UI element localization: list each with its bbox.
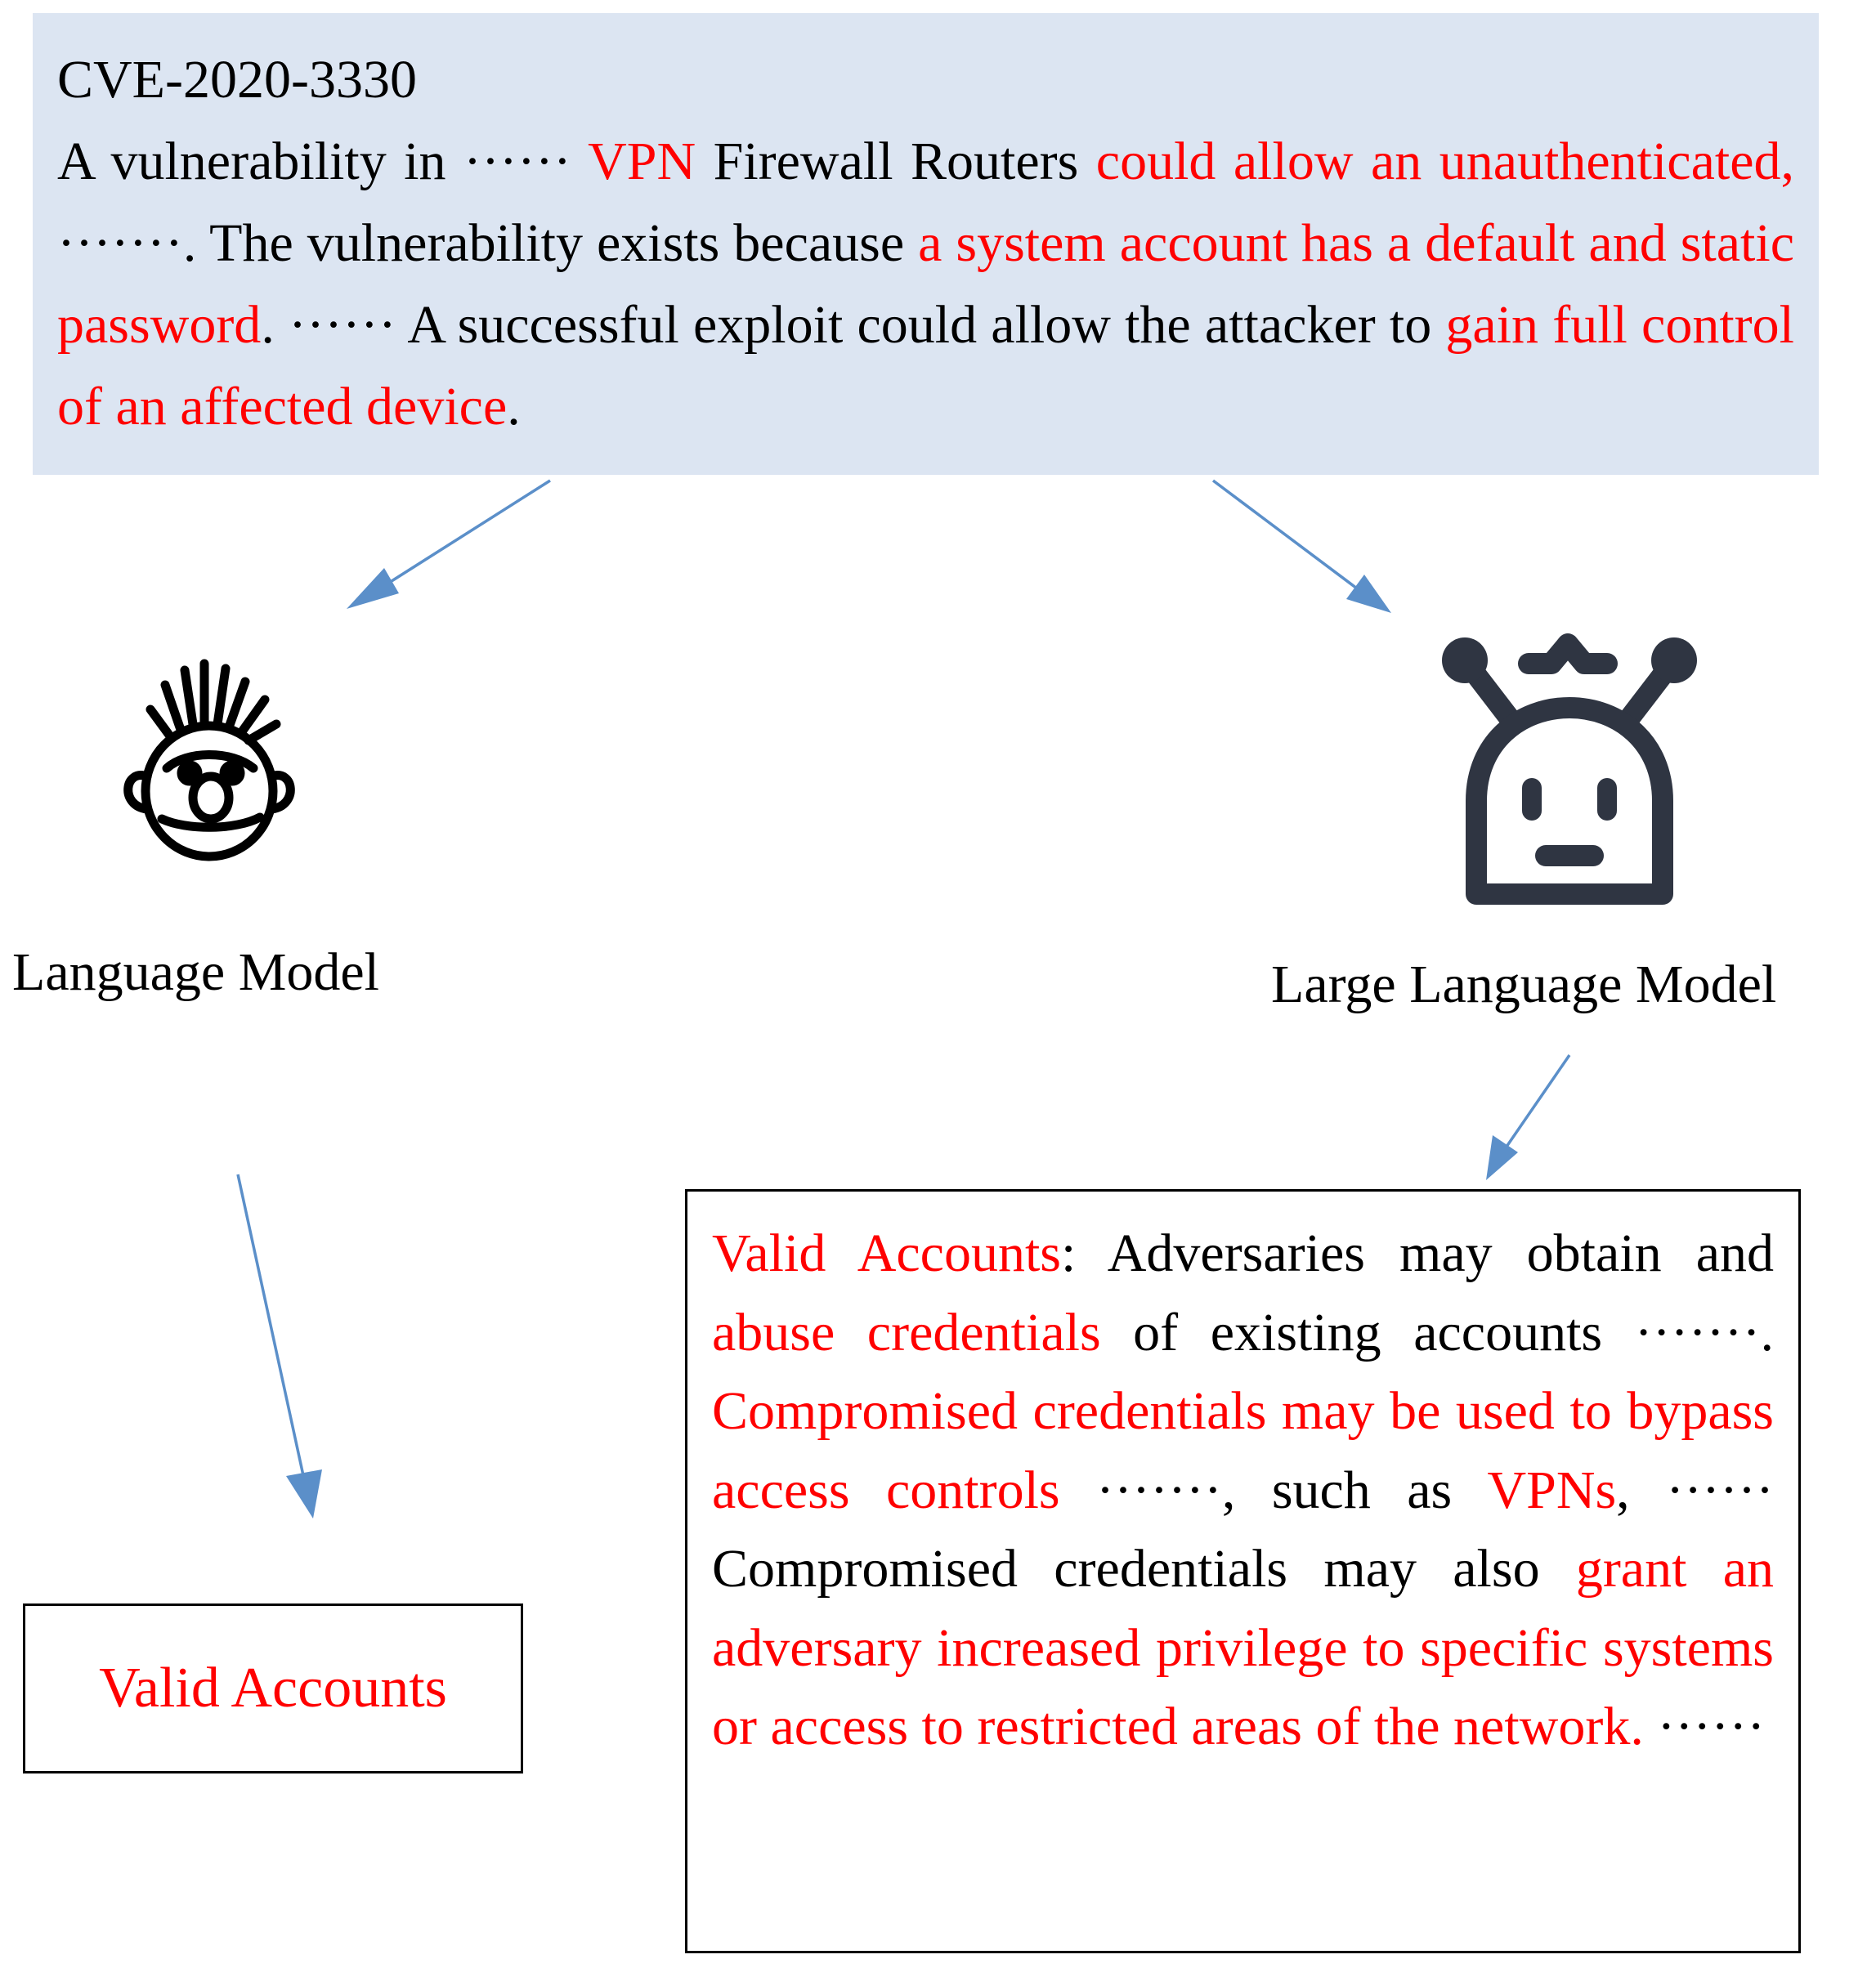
arrow-cve-to-lm — [383, 481, 550, 587]
llm-segment: of existing accounts ·······. — [1100, 1302, 1774, 1362]
large-language-model-label: Large Language Model — [1271, 955, 1777, 1014]
arrowhead-llm-to-result — [1486, 1135, 1518, 1180]
llm-result-text — [712, 1214, 1774, 1767]
arrowhead-cve-to-lm — [347, 568, 399, 609]
cve-description — [57, 121, 1794, 448]
cve-id: CVE-2020-3330 — [57, 50, 417, 110]
llm-segment: ·······, such as — [1059, 1460, 1488, 1520]
robot-face-icon — [1431, 629, 1708, 924]
llm-segment: grant an adversary increased privilege to specific systems or access to restricted areas of the network. — [712, 1539, 1774, 1756]
llm-segment: ······ — [1643, 1697, 1766, 1756]
lm-result-box — [23, 1603, 523, 1773]
arrow-lm-to-result — [238, 1174, 304, 1479]
llm-segment: abuse credentials — [712, 1302, 1101, 1362]
cve-segment: gain full control of an affected device — [57, 295, 1794, 436]
cve-segment: A vulnerability in ······ — [57, 132, 589, 191]
cve-segment: ·······. The vulnerability exists because — [57, 213, 919, 273]
language-model-label: Language Model — [12, 942, 380, 1002]
cve-segment: Firewall Routers — [696, 132, 1096, 191]
llm-segment: Compromised credentials may be used to bypass access controls — [712, 1381, 1774, 1520]
cve-segment: a system account has a default and static password — [57, 213, 1794, 355]
arrow-llm-to-result — [1507, 1055, 1569, 1147]
cve-segment: . ······ A successful exploit could allow the attacker to — [261, 295, 1446, 355]
arrowhead-lm-to-result — [286, 1469, 322, 1518]
llm-result-box — [685, 1189, 1801, 1953]
lm-result-text: Valid Accounts — [99, 1657, 447, 1720]
arrow-cve-to-llm — [1213, 481, 1357, 588]
cve-segment: VPN — [588, 132, 696, 191]
cve-description-box — [33, 13, 1819, 475]
cve-segment: could allow an unauthenticated, — [1095, 132, 1795, 191]
llm-segment: , ······ Compromised credentials may also — [712, 1460, 1774, 1599]
puppet-face-icon — [113, 646, 309, 874]
llm-segment: VPNs — [1487, 1460, 1617, 1520]
llm-segment: : Adversaries may obtain and — [1061, 1223, 1774, 1283]
llm-segment: Valid Accounts — [712, 1223, 1061, 1283]
cve-segment: . — [507, 377, 521, 436]
arrowhead-cve-to-llm — [1346, 575, 1391, 613]
